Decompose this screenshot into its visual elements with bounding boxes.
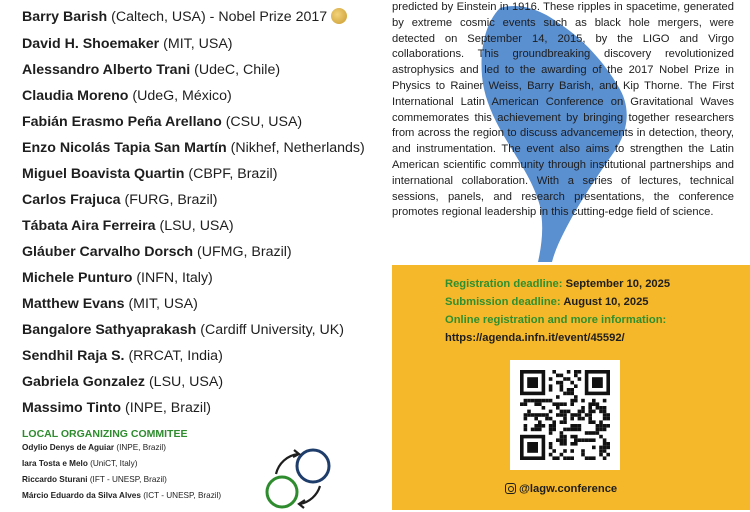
committee-member: Márcio Eduardo da Silva Alves (ICT - UNESP, Brazil) (22, 491, 222, 500)
conference-logo (258, 442, 338, 512)
committee-member: Odylio Denys de Aguiar (INPE, Brazil) (22, 443, 166, 452)
registration-deadline: Registration deadline: September 10, 2025 (445, 278, 671, 290)
speaker-item: Tábata Aira Ferreira (LSU, USA) (22, 218, 234, 234)
event-url-link[interactable]: https://agenda.infn.it/event/45592/ (445, 332, 625, 344)
speaker-item: Barry Barish (Caltech, USA) - Nobel Prize 2017 (22, 8, 347, 25)
about-paragraph: predicted by Einstein in 1916. These ripples in spacetime, generated by extreme cosmic events such as black hole mergers, were detected on September 14, 2015, by the LIGO and Virgo collaborations. This groundbreaking discovery revolutionized astrophysics and led to the awarding of the 2017 Nobel Prize in Physics to Rainer Weiss, Barry Barish, and Kip Thorne. The First International Latin American Conference on Gravitational Waves commemorates this achievement by bringing together researchers from across the region to discuss advancements in detection, theory, and instrumentation. The event also aims to strengthen the Latin American scientific community through institutional partnerships and international collaboration. With a series of lectures, technical sessions, panels, and research presentations, the conference promotes regional leadership in this cutting-edge field of science. (392, 1, 734, 219)
speaker-item: Gabriela Gonzalez (LSU, USA) (22, 374, 224, 390)
speaker-item: Gláuber Carvalho Dorsch (UFMG, Brazil) (22, 244, 292, 260)
speaker-item: Sendhil Raja S. (RRCAT, India) (22, 348, 223, 364)
local-committee-title: LOCAL ORGANIZING COMMITEE (22, 428, 188, 440)
speaker-item: David H. Shoemaker (MIT, USA) (22, 36, 233, 52)
qr-code[interactable] (510, 360, 620, 470)
instagram-handle[interactable]: @lagw.conference (505, 483, 617, 495)
submission-deadline: Submission deadline: August 10, 2025 (445, 296, 649, 308)
about-section (392, 0, 734, 262)
instagram-icon (505, 483, 516, 494)
committee-member: Riccardo Sturani (IFT - UNESP, Brazil) (22, 475, 167, 484)
speaker-item: Miguel Boavista Quartin (CBPF, Brazil) (22, 166, 278, 182)
speaker-item: Fabián Erasmo Peña Arellano (CSU, USA) (22, 114, 303, 130)
speaker-item: Enzo Nicolás Tapia San Martín (Nikhef, Netherlands) (22, 140, 365, 156)
qr-code-graphic (520, 370, 610, 460)
speaker-item: Carlos Frajuca (FURG, Brazil) (22, 192, 218, 208)
info-panel (392, 265, 750, 510)
committee-member: Iara Tosta e Melo (UniCT, Italy) (22, 459, 138, 468)
speaker-item: Michele Punturo (INFN, Italy) (22, 270, 213, 286)
speaker-item: Massimo Tinto (INPE, Brazil) (22, 400, 211, 416)
speaker-item: Alessandro Alberto Trani (UdeC, Chile) (22, 62, 281, 78)
speaker-item: Matthew Evans (MIT, USA) (22, 296, 198, 312)
nobel-medal-icon (331, 8, 347, 24)
speaker-item: Bangalore Sathyaprakash (Cardiff University, UK) (22, 322, 344, 338)
online-registration-label: Online registration and more information: (445, 314, 667, 326)
speaker-item: Claudia Moreno (UdeG, México) (22, 88, 232, 104)
